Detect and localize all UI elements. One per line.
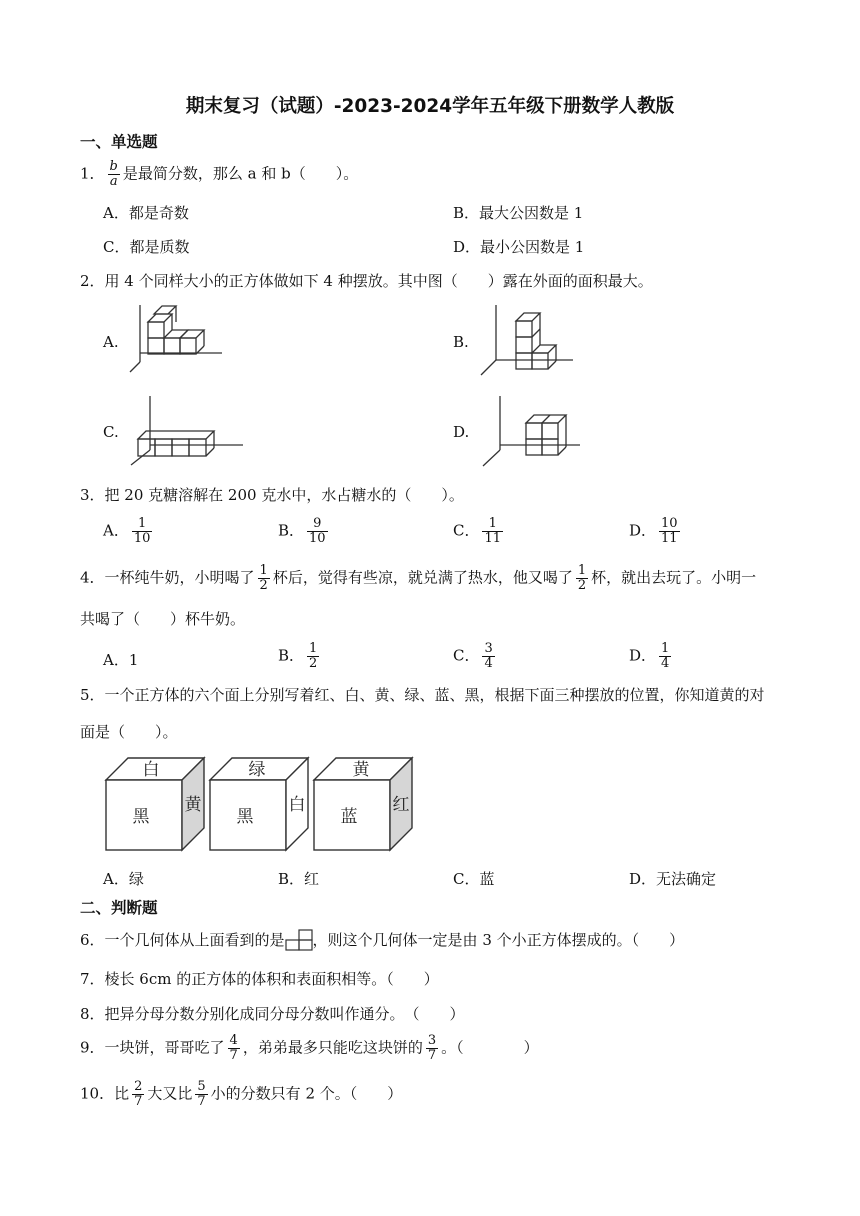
question-8-text: 8．把异分母分数分别化成同分母分数叫作通分。 （ ）: [80, 1005, 465, 1023]
q5-option-d[interactable]: D．无法确定: [629, 870, 717, 888]
q1-option-a[interactable]: A．都是奇数: [103, 204, 189, 222]
question-number: 1．: [80, 164, 105, 183]
q2-figure-a: [130, 300, 240, 380]
cube-top-face-label: 绿: [248, 760, 266, 780]
q4-option-b[interactable]: B． $\frac{1}{2}$: [278, 641, 318, 671]
fraction: $\frac{5}{7}$: [197, 1079, 206, 1109]
question-9: 9．一块饼，哥哥吃了 $\frac{4}{7}$ ，弟弟最多只能吃这块饼的 $\frac{3}{7}$ 。（ ）: [80, 1033, 539, 1063]
question-7-text: 7．棱长 6cm 的正方体的体积和表面积相等。（ ）: [80, 970, 439, 988]
q3-option-d[interactable]: D． $\frac{10}{11}$: [629, 516, 678, 546]
cube-front-face-label: 黑: [236, 807, 254, 827]
fraction: $\frac{1}{11}$: [484, 516, 502, 546]
q3-option-b[interactable]: B． $\frac{9}{10}$: [278, 516, 326, 546]
q1-option-b[interactable]: B．最大公因数是 1: [453, 204, 584, 222]
fraction: $\frac{10}{11}$: [661, 516, 678, 546]
q2-figure-d: [480, 393, 590, 471]
q4-option-c[interactable]: C． $\frac{3}{4}$: [453, 641, 493, 671]
q5-cube-1: [104, 756, 206, 852]
question-4-line-2: 共喝了（ ）杯牛奶。: [80, 610, 246, 628]
question-5-line-1: 5．一个正方体的六个面上分别写着红、白、黄、绿、蓝、黑，根据下面三种摆放的位置，你知道黄的对: [80, 686, 765, 704]
fraction: $\frac{3}{4}$: [484, 641, 493, 671]
q3-option-c[interactable]: C． $\frac{1}{11}$: [453, 516, 502, 546]
fraction: $\frac{1}{2}$: [259, 563, 268, 593]
q5-cube-2: [208, 756, 310, 852]
q4-option-d[interactable]: D． $\frac{1}{4}$: [629, 641, 670, 671]
question-4-line-1: 4．一杯纯牛奶，小明喝了 $\frac{1}{2}$ 杯后，觉得有些凉，就兑满了热水，他又喝了 $\frac{1}{2}$ 杯，就出去玩了。小明一: [80, 563, 757, 593]
question-5-line-2: 面是（ ）。: [80, 723, 178, 741]
q5-option-b[interactable]: B．红: [278, 870, 320, 888]
section-heading-single-choice: 一、单选题: [80, 133, 158, 151]
q4-option-a[interactable]: A．1: [103, 651, 139, 669]
fraction: $\frac{1}{2}$: [577, 563, 587, 593]
fraction: $\frac{3}{7}$: [427, 1033, 437, 1063]
fraction: $\frac{2}{7}$: [134, 1079, 143, 1109]
fraction: $\frac{1}{2}$: [309, 641, 318, 671]
q2-option-c[interactable]: C.: [103, 423, 119, 441]
q1-option-d[interactable]: D．最小公因数是 1: [453, 238, 585, 256]
cube-front-face-label: 蓝: [340, 807, 358, 827]
q2-option-b[interactable]: B.: [453, 333, 469, 351]
question-10: 10．比 $\frac{2}{7}$ 大又比 $\frac{5}{7}$ 小的分数只有 2 个。（ ）: [80, 1079, 403, 1109]
fraction: $\frac{1}{4}$: [661, 641, 670, 671]
q2-option-a[interactable]: A.: [103, 333, 119, 351]
question-1: [80, 160, 358, 189]
q2-option-d[interactable]: D.: [453, 423, 470, 441]
page-title: 期末复习（试题）-2023-2024学年五年级下册数学人教版: [185, 96, 675, 117]
q5-cube-3: [312, 756, 414, 852]
fraction-b-over-a: $\frac{b}{a}$: [109, 159, 118, 189]
cube-top-face-label: 白: [142, 760, 160, 780]
fraction: $\frac{4}{7}$: [229, 1033, 238, 1063]
q5-option-a[interactable]: A．绿: [103, 870, 144, 888]
question-3-text: 3．把 20 克糖溶解在 200 克水中，水占糖水的（ ）。: [80, 486, 464, 504]
cube-side-face-label: 红: [392, 795, 410, 815]
cube-front-face-label: 黑: [132, 807, 150, 827]
section-heading-true-false: 二、判断题: [80, 899, 158, 917]
cube-top-face-label: 黄: [352, 760, 370, 780]
question-2-text: 2．用 4 个同样大小的正方体做如下 4 种摆放。其中图（ ）露在外面的面积最大。: [80, 272, 653, 290]
q5-option-c[interactable]: C．蓝: [453, 870, 495, 888]
q3-option-a[interactable]: A． $\frac{1}{10}$: [103, 516, 151, 546]
cube-side-face-label: 白: [288, 795, 306, 815]
fraction: $\frac{1}{10}$: [133, 516, 151, 546]
q2-figure-c: [128, 393, 248, 468]
q1-option-c[interactable]: C．都是质数: [103, 238, 190, 256]
question-6: 6．一个几何体从上面看到的是 ，则这个几何体一定是由 3 个小正方体摆成的。（ ）: [80, 931, 685, 949]
fraction: $\frac{9}{10}$: [309, 516, 326, 546]
top-view-shape-icon: [285, 931, 313, 951]
cube-side-face-label: 黄: [184, 795, 202, 815]
question-text: 是最简分数，那么 a 和 b（ ）。: [122, 164, 359, 183]
q2-figure-b: [478, 303, 588, 383]
